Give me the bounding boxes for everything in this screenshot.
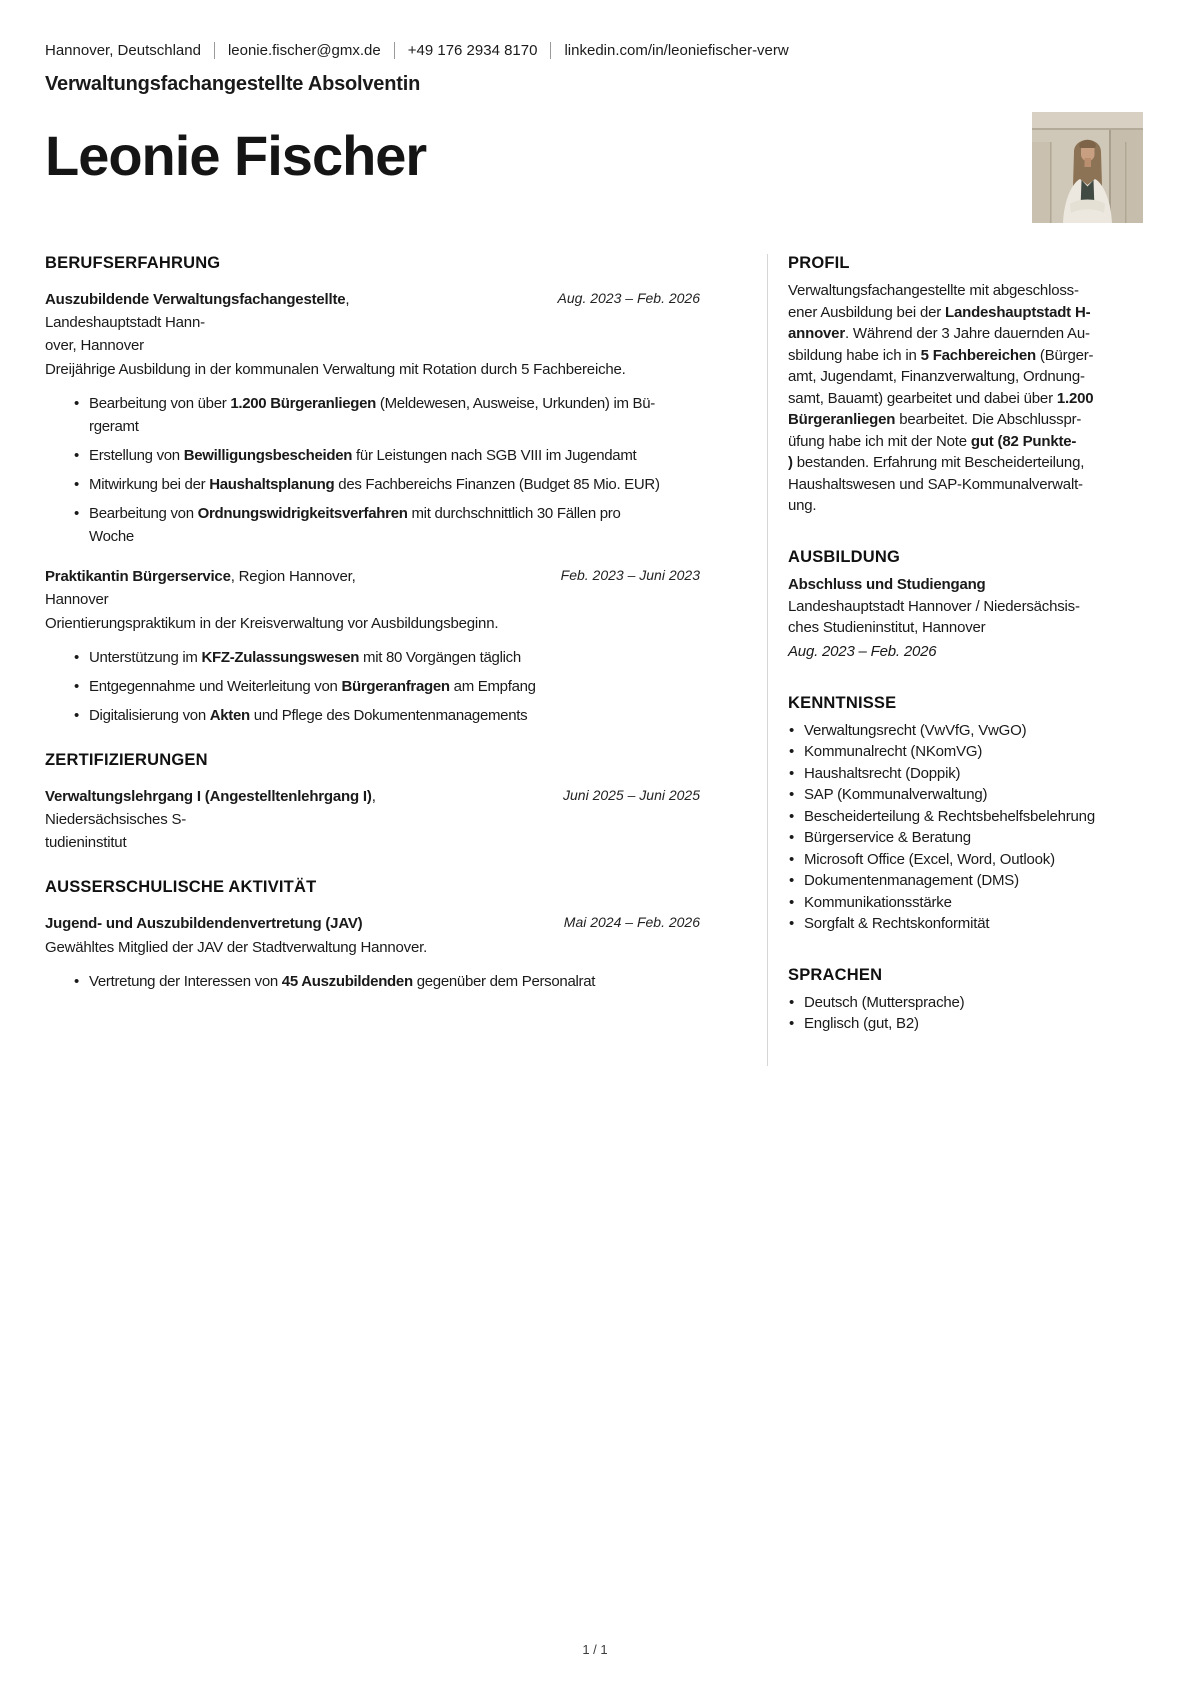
content-columns	[45, 254, 1145, 1066]
contact-phone[interactable]: +49 176 2934 8170	[407, 42, 538, 59]
entry-title: Verwaltungslehrgang I (Angestelltenlehrgang I), Niedersächsisches S- tudieninstitut	[45, 788, 376, 851]
contact-line	[45, 42, 1145, 59]
list-item: • SAP (Kommunalverwaltung)	[788, 784, 1144, 806]
contact-separator	[550, 42, 551, 59]
list-item: • Deutsch (Muttersprache)	[788, 992, 1144, 1014]
page-footer: 1 / 1	[582, 1642, 608, 1657]
bullet-item: • Vertretung der Interessen von 45 Auszubildenden gegenüber dem Personalrat	[45, 970, 700, 993]
entry-header	[45, 912, 700, 935]
entry-title: Jugend- und Auszubildendenvertretung (JAV)	[45, 915, 363, 932]
entry-title: Auszubildende Verwaltungsfachangestellte, Landeshauptstadt Hann- over, Hannover	[45, 291, 350, 354]
entry-date: Juni 2025 – Juni 2025	[563, 787, 700, 803]
section-heading: KENNTNISSE	[788, 693, 897, 712]
section-heading: PROFIL	[788, 254, 850, 272]
list-item: • Kommunalrecht (NKomVG)	[788, 741, 1144, 763]
bullet-item: • Entgegennahme und Weiterleitung von Bürgeranfragen am Empfang	[45, 675, 700, 698]
bullet-list	[45, 646, 700, 727]
entry-date: Mai 2024 – Feb. 2026	[563, 914, 700, 930]
skills-list	[788, 720, 1144, 935]
list-item: • Haushaltsrecht (Doppik)	[788, 763, 1144, 785]
entry-header	[45, 565, 700, 611]
contact-separator	[214, 42, 215, 59]
list-item: • Sorgfalt & Rechtskonformität	[788, 913, 1144, 935]
list-item: • Kommunikationsstärke	[788, 892, 1144, 914]
experience-entry	[45, 288, 700, 548]
section-heading: AUSSERSCHULISCHE AKTIVITÄT	[45, 878, 317, 896]
entry-header	[45, 785, 700, 854]
section-heading: SPRACHEN	[788, 965, 883, 984]
resume-header	[45, 42, 1145, 188]
section-berufserfahrung	[45, 254, 700, 727]
column-divider	[767, 254, 768, 1066]
education-degree: Abschluss und Studiengang	[788, 575, 986, 593]
entry-date: Aug. 2023 – Feb. 2026	[557, 290, 700, 306]
bullet-item: • Erstellung von Bewilligungsbescheiden für Leistungen nach SGB VIII im Jugendamt	[45, 444, 700, 467]
right-column	[788, 254, 1144, 1066]
section-heading: BERUFSERFAHRUNG	[45, 254, 221, 272]
education-institution: Landeshauptstadt Hannover / Niedersächsis- ches Studieninstitut, Hannover	[788, 597, 1080, 636]
left-column	[45, 254, 700, 1066]
section-heading: ZERTIFIZIERUNGEN	[45, 751, 208, 769]
list-item: • Bescheiderteilung & Rechtsbehelfsbelehrung	[788, 806, 1144, 828]
section-profil	[788, 254, 1144, 517]
bullet-list	[45, 970, 700, 993]
entry-description: Orientierungspraktikum in der Kreisverwaltung vor Ausbildungsbeginn.	[45, 615, 499, 632]
job-subtitle: Verwaltungsfachangestellte Absolventin	[45, 73, 421, 95]
section-kenntnisse	[788, 694, 1144, 935]
contact-email[interactable]: leonie.fischer@gmx.de	[227, 42, 381, 59]
section-sprachen	[788, 966, 1144, 1035]
list-item: • Bürgerservice & Beratung	[788, 827, 1144, 849]
portrait-photo-graphic	[1032, 112, 1143, 223]
bullet-list	[45, 392, 700, 548]
contact-separator	[394, 42, 395, 59]
section-zertifizierungen	[45, 751, 700, 854]
bullet-item: • Digitalisierung von Akten und Pflege des Dokumentenmanagements	[45, 704, 700, 727]
experience-entry	[45, 785, 700, 854]
entry-date: Feb. 2023 – Juni 2023	[560, 567, 700, 583]
list-item: • Microsoft Office (Excel, Word, Outlook)	[788, 849, 1144, 871]
bullet-item: • Mitwirkung bei der Haushaltsplanung des Fachbereichs Finanzen (Budget 85 Mio. EUR)	[45, 473, 700, 496]
list-item: • Verwaltungsrecht (VwVfG, VwGO)	[788, 720, 1144, 742]
section-ausbildung	[788, 548, 1144, 663]
contact-linkedin[interactable]: linkedin.com/in/leoniefischer-verw	[564, 42, 789, 59]
entry-header	[45, 288, 700, 357]
profile-text: Verwaltungsfachangestellte mit abgeschloss- ener Ausbildung bei der Landeshauptstadt H- annover. Während der 3 Jahre dauernden Au- sbildung habe ich in 5 Fachbereichen (Bürger- amt, Jugendamt, Finanzverwaltung, Ordnung- samt, Bauamt) gearbeitet und dabei über 1.200 Bürgeranliegen bearbeitet. Die Abschlusspr- üfung habe ich mit der Note gut (82 Punkte- ) bestanden. Erfahrung mit Bescheiderteilung, Haushaltswesen und SAP-Kommunalverwalt- ung.	[788, 282, 1094, 514]
profile-photo	[1032, 112, 1143, 223]
section-heading: AUSBILDUNG	[788, 547, 900, 566]
education-date: Aug. 2023 – Feb. 2026	[788, 642, 937, 660]
entry-description: Gewähltes Mitglied der JAV der Stadtverwaltung Hannover.	[45, 939, 428, 956]
contact-location: Hannover, Deutschland	[45, 42, 201, 59]
person-name: Leonie Fischer	[45, 124, 427, 187]
languages-list	[788, 992, 1144, 1035]
entry-title: Praktikantin Bürgerservice, Region Hannover, Hannover	[45, 568, 356, 608]
section-ausserschulische-aktivit-t	[45, 878, 700, 993]
experience-entry	[45, 912, 700, 993]
entry-description: Dreijährige Ausbildung in der kommunalen Verwaltung mit Rotation durch 5 Fachbereiche.	[45, 361, 626, 378]
list-item: • Dokumentenmanagement (DMS)	[788, 870, 1144, 892]
bullet-item: • Bearbeitung von über 1.200 Bürgeranliegen (Meldewesen, Ausweise, Urkunden) im Bü- rgeramt	[45, 392, 700, 438]
experience-entry	[45, 565, 700, 727]
bullet-item: • Unterstützung im KFZ-Zulassungswesen mit 80 Vorgängen täglich	[45, 646, 700, 669]
bullet-item: • Bearbeitung von Ordnungswidrigkeitsverfahren mit durchschnittlich 30 Fällen pro Woche	[45, 502, 700, 548]
list-item: • Englisch (gut, B2)	[788, 1013, 1144, 1035]
